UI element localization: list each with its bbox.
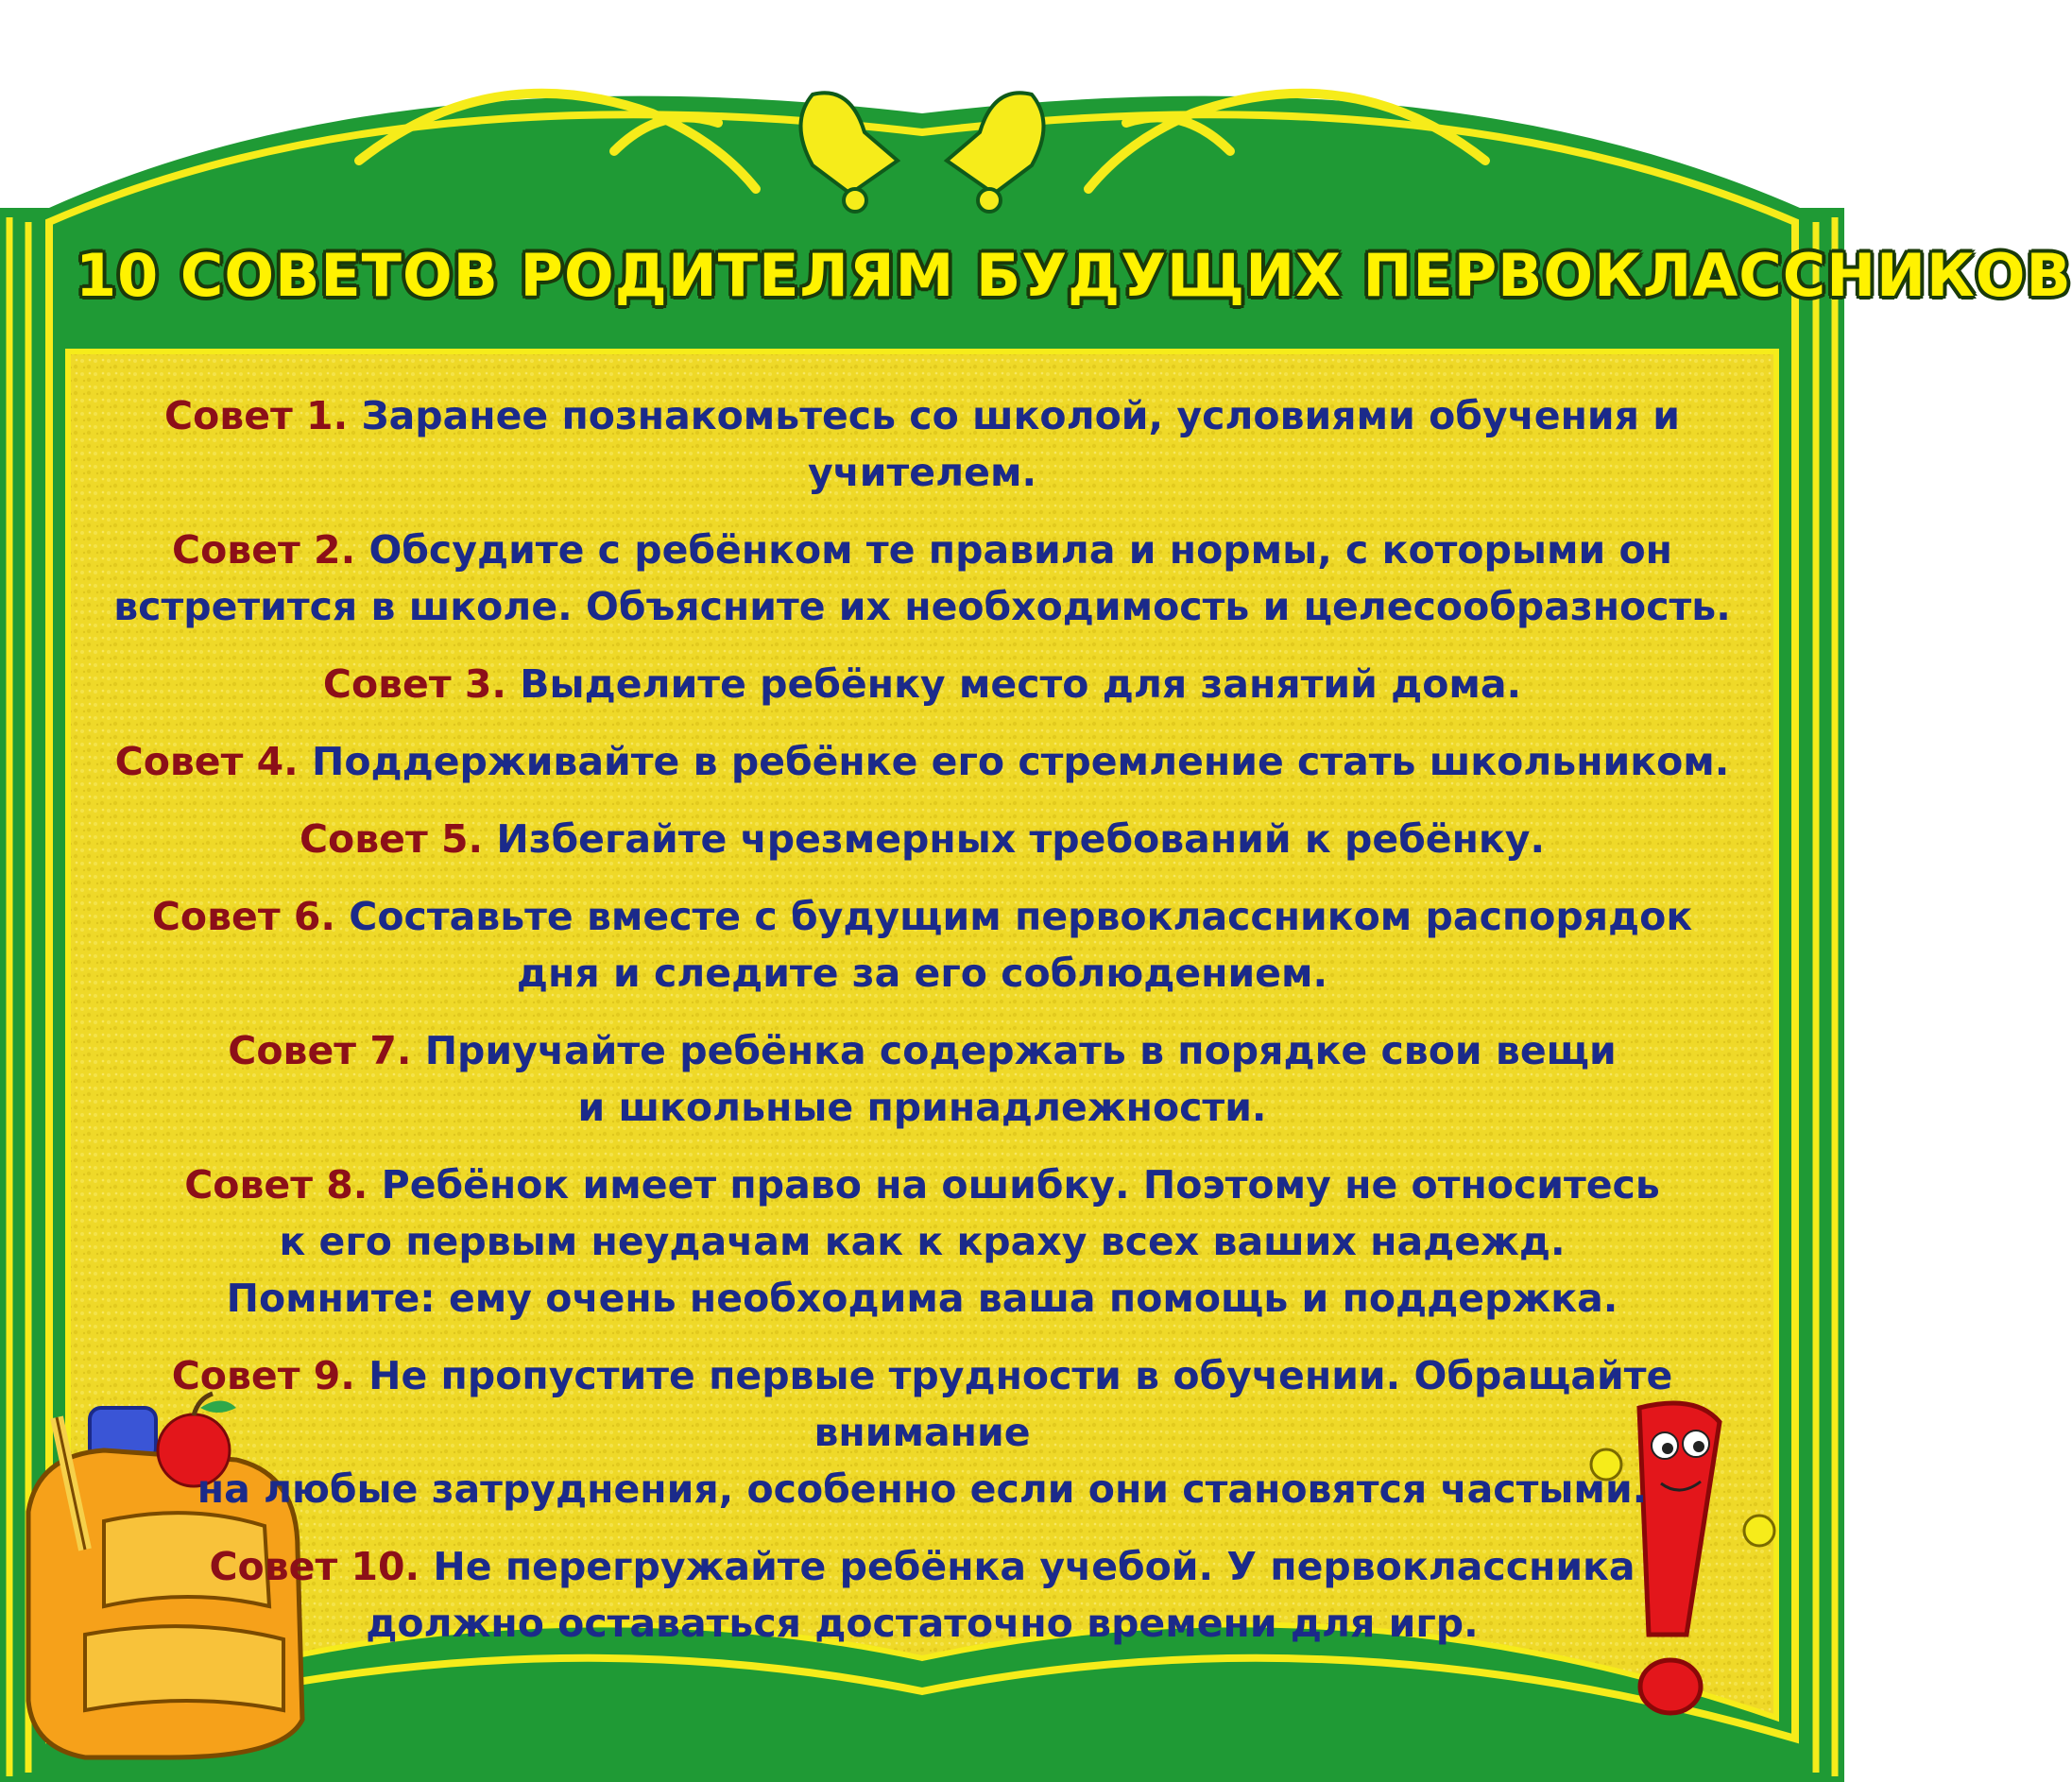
tip-text: Помните: ему очень необходима ваша помощь и поддержка. [226,1276,1618,1321]
tip-4 [85,733,1759,790]
tip-8 [85,1157,1759,1327]
tip-label: Совет 7. [228,1028,412,1073]
tip-7 [85,1022,1759,1136]
tip-text: Не перегружайте ребёнка учебой. У первоклассника [433,1544,1635,1589]
tip-text: Ребёнок имеет право на ошибку. Поэтому не относитесь [381,1162,1660,1208]
tip-text: к его первым неудачам как к краху всех ваших надежд. [279,1219,1566,1264]
tip-label: Совет 1. [164,393,349,438]
tip-text: Обсудите с ребёнком те правила и нормы, с которыми он [368,527,1672,573]
tip-text: Избегайте чрезмерных требований к ребёнку. [496,816,1546,862]
tip-text: встретится в школе. Объясните их необходимость и целесообразность. [113,584,1731,629]
tip-6 [85,888,1759,1002]
tip-10 [85,1538,1759,1652]
tip-text: должно оставаться достаточно времени для игр. [366,1601,1479,1646]
tip-text: Приучайте ребёнка содержать в порядке свои вещи [424,1028,1617,1073]
tip-label: Совет 3. [322,661,507,707]
tip-3 [85,656,1759,712]
tip-label: Совет 4. [114,739,299,784]
tip-label: Совет 8. [184,1162,368,1208]
tip-1 [85,387,1759,501]
tip-label: Совет 5. [299,816,484,862]
tip-text: Поддерживайте в ребёнке его стремление стать школьником. [312,739,1730,784]
page-title: 10 СОВЕТОВ РОДИТЕЛЯМ БУДУЩИХ ПЕРВОКЛАССНИКОВ [76,241,2072,310]
tip-text: дня и следите за его соблюдением. [516,951,1328,996]
tip-text: Не пропустите первые трудности в обучении. Обращайте внимание [368,1353,1673,1455]
tip-label: Совет 6. [151,894,335,939]
tip-5 [85,811,1759,867]
tip-label: Совет 2. [172,527,356,573]
tips-list [85,387,1759,1672]
tip-text: и школьные принадлежности. [577,1085,1267,1130]
tip-text: Составьте вместе с будущим первоклассником распорядок [349,894,1693,939]
tip-2 [85,522,1759,635]
tip-label: Совет 10. [209,1544,420,1589]
tip-text: на любые затруднения, особенно если они становятся частыми. [197,1466,1648,1512]
tip-text: Выделите ребёнку место для занятий дома. [520,661,1522,707]
tip-9 [85,1347,1759,1517]
tip-label: Совет 9. [171,1353,355,1398]
tip-text: Заранее познакомьтесь со школой, условиями обучения и учителем. [361,393,1680,495]
